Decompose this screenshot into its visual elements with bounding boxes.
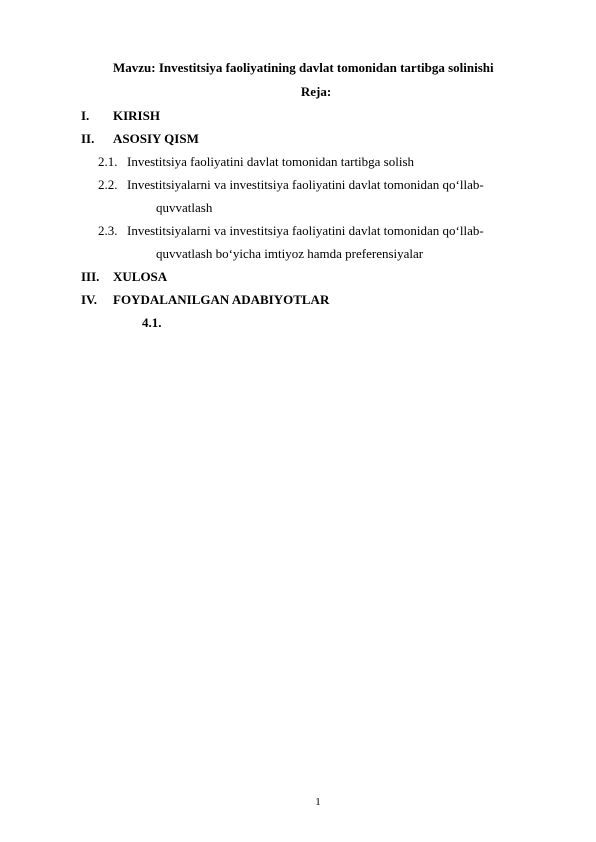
subsection-number: 2.2.: [98, 177, 118, 192]
page-number: 1: [315, 796, 321, 808]
trailing-item-number: 4.1.: [142, 315, 162, 330]
plan-heading: Reja:: [300, 84, 332, 99]
subsection-text-continued: quvvatlash bo‘yicha imtiyoz hamda preferensiyalar: [156, 246, 424, 261]
section-label: XULOSA: [113, 269, 168, 284]
section-numeral: IV.: [81, 292, 98, 307]
document-title: Mavzu: Investitsiya faoliyatining davlat tomonidan tartibga solinishi: [113, 60, 494, 75]
section-label: ASOSIY QISM: [113, 131, 199, 146]
section-numeral: I.: [81, 108, 90, 123]
subsection-text: Investitsiyalarni va investitsiya faoliyatini davlat tomonidan qo‘llab-: [127, 177, 484, 192]
subsection-number: 2.3.: [98, 223, 118, 238]
section-label: FOYDALANILGAN ADABIYOTLAR: [113, 292, 330, 307]
section-numeral: II.: [81, 131, 95, 146]
subsection-text: Investitsiya faoliyatini davlat tomonidan tartibga solish: [127, 154, 415, 169]
section-label: KIRISH: [113, 108, 160, 123]
section-numeral: III.: [81, 269, 100, 284]
subsection-text-continued: quvvatlash: [156, 200, 213, 215]
subsection-number: 2.1.: [98, 154, 118, 169]
subsection-text: Investitsiyalarni va investitsiya faoliyatini davlat tomonidan qo‘llab-: [127, 223, 484, 238]
